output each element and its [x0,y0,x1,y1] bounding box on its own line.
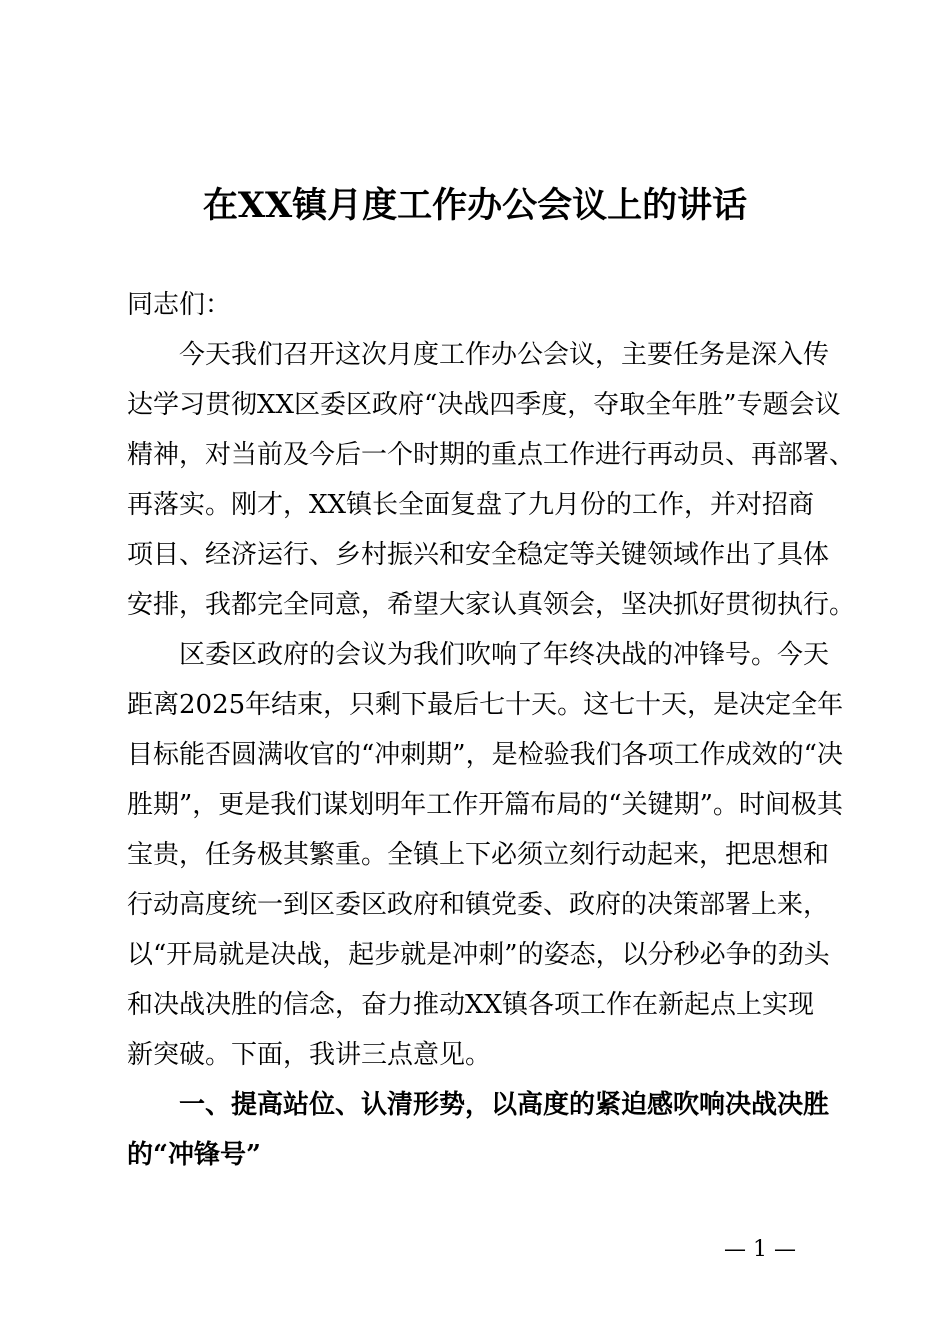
paragraph1-line: 再落实。刚才，XX镇长全面复盘了九月份的工作，并对招商 [127,490,815,520]
section-heading-line: 的“冲锋号” [127,1140,261,1170]
section-heading-line: 一、提高站位、认清形势，以高度的紧迫感吹响决战决胜 [179,1090,830,1120]
paragraph1-line: 达学习贯彻XX区委区政府“决战四季度，夺取全年胜”专题会议 [127,390,841,420]
paragraph2-line: 区委区政府的会议为我们吹响了年终决战的冲锋号。今天 [179,640,830,670]
paragraph2-line: 胜期”，更是我们谋划明年工作开篇布局的“关键期”。时间极其 [127,790,843,820]
paragraph2-line: 距离2025年结束，只剩下最后七十天。这七十天，是决定全年 [127,690,844,720]
paragraph2-line: 和决战决胜的信念，奋力推动XX镇各项工作在新起点上实现 [127,990,815,1020]
paragraph2-line: 目标能否圆满收官的“冲刺期”，是检验我们各项工作成效的“决 [127,740,843,770]
paragraph2-line: 行动高度统一到区委区政府和镇党委、政府的决策部署上来， [127,890,830,920]
page-number: — 1 — [724,1237,796,1262]
salutation: 同志们： [127,290,232,320]
paragraph2-line: 以“开局就是决战，起步就是冲刺”的姿态，以分秒必争的劲头 [127,940,830,970]
paragraph1-line: 安排，我都完全同意，希望大家认真领会，坚决抓好贯彻执行。 [127,590,856,620]
paragraph1-line: 精神，对当前及今后一个时期的重点工作进行再动员、再部署、 [127,440,856,470]
paragraph2-line: 宝贵，任务极其繁重。全镇上下必须立刻行动起来，把思想和 [127,840,830,870]
paragraph2-line: 新突破。下面，我讲三点意见。 [127,1040,492,1070]
paragraph1-line: 项目、经济运行、乡村振兴和安全稳定等关键领域作出了具体 [127,540,830,570]
paragraph1-line: 今天我们召开这次月度工作办公会议，主要任务是深入传 [179,340,830,370]
document-title: 在XX镇月度工作办公会议上的讲话 [202,185,748,226]
